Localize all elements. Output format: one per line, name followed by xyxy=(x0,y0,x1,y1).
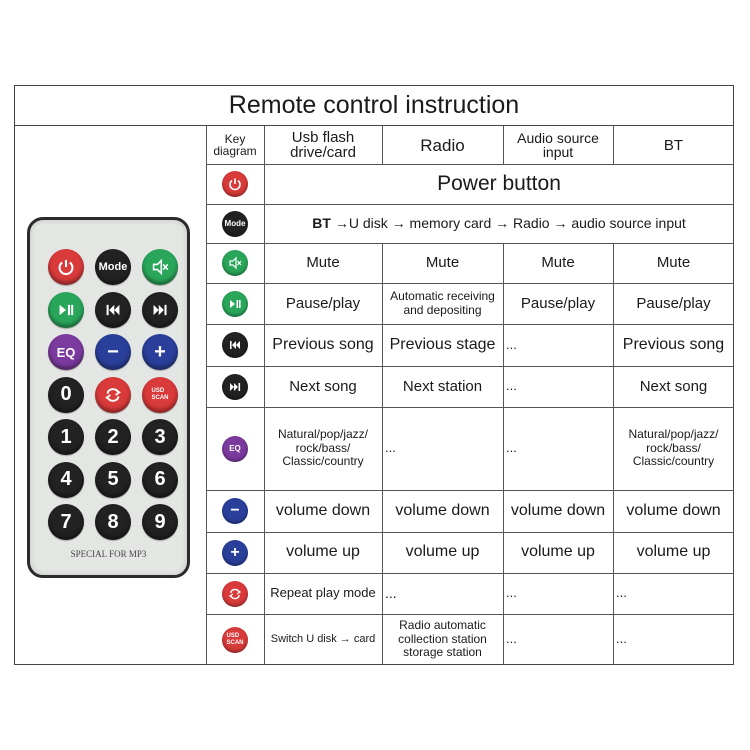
function-cell: ... xyxy=(616,585,627,601)
next-icon xyxy=(222,374,248,400)
merged-description xyxy=(264,204,734,243)
mode-sequence: →U disk → memory card → Radio → audio source input xyxy=(334,215,686,232)
function-cell: Repeat play mode xyxy=(270,585,376,601)
function-cell: Next song xyxy=(289,377,357,395)
function-cell: ... xyxy=(506,585,517,601)
function-cell: ... xyxy=(506,631,517,647)
remote-button-8: 8 xyxy=(95,504,131,540)
function-cell: Mute xyxy=(306,254,340,272)
function-cell: volume up xyxy=(636,543,711,561)
function-cell: ... xyxy=(616,631,627,647)
function-cell: Switch U disk → card xyxy=(270,633,376,646)
function-cell: Pause/play xyxy=(520,294,596,312)
remote-button-3: 3 xyxy=(142,419,178,455)
plus-icon: + xyxy=(222,540,248,566)
page-title: Remote control instruction xyxy=(14,85,734,126)
function-cell: volume down xyxy=(395,501,490,519)
function-cell: Natural/pop/jazz/ rock/bass/ Classic/country xyxy=(628,426,719,469)
remote-button-7: 7 xyxy=(48,504,84,540)
function-cell: Radio automatic collection station storage station xyxy=(398,617,487,660)
column-header: Usb flash drive/card xyxy=(290,129,356,161)
function-cell: Previous stage xyxy=(389,335,496,353)
function-cell: Next station xyxy=(402,377,483,395)
remote-button-0: 0 xyxy=(48,377,84,413)
column-header: Audio source input xyxy=(517,130,599,160)
function-cell: Mute xyxy=(541,254,575,272)
power-icon xyxy=(222,171,248,197)
function-cell: volume up xyxy=(286,543,360,561)
bt-label: BT xyxy=(312,215,331,232)
previous-icon xyxy=(222,332,248,358)
function-cell: volume down xyxy=(275,501,371,519)
function-cell: volume up xyxy=(521,543,595,561)
function-cell: Pause/play xyxy=(636,294,711,312)
remote-button-mode: Mode xyxy=(95,249,131,285)
function-cell: volume down xyxy=(510,501,606,519)
function-cell: volume up xyxy=(405,543,480,561)
remote-button-repeat xyxy=(95,377,131,413)
table-divider xyxy=(206,126,207,665)
remote-button-6: 6 xyxy=(142,462,178,498)
function-cell: Next song xyxy=(639,377,708,395)
remote-button-2: 2 xyxy=(95,419,131,455)
remote-button-mute xyxy=(142,249,178,285)
function-cell: Natural/pop/jazz/ rock/bass/ Classic/country xyxy=(277,426,369,469)
remote-button-previous xyxy=(95,292,131,328)
mode-icon: Mode xyxy=(222,211,248,237)
merged-description: Power button xyxy=(437,171,561,195)
function-cell: ... xyxy=(385,585,397,602)
remote-button-next xyxy=(142,292,178,328)
column-header: Radio xyxy=(420,135,465,155)
mute-icon xyxy=(222,250,248,276)
remote-button-plus: + xyxy=(142,334,178,370)
remote-button-5: 5 xyxy=(95,462,131,498)
function-cell: Previous song xyxy=(272,335,374,353)
remote-button-usd-scan: USD SCAN xyxy=(142,377,178,413)
remote-button-play-pause xyxy=(48,292,84,328)
function-cell: ... xyxy=(506,440,517,456)
function-cell: ... xyxy=(385,440,396,456)
column-header: Key diagram xyxy=(213,132,257,158)
usd-scan-icon: USD SCAN xyxy=(222,627,248,653)
remote-control xyxy=(27,217,190,578)
remote-button-minus: − xyxy=(95,334,131,370)
function-cell: Previous song xyxy=(622,335,725,353)
remote-label: SPECIAL FOR MP3 xyxy=(70,549,147,559)
function-cell: Mute xyxy=(656,254,691,272)
function-cell: volume down xyxy=(626,501,721,519)
function-cell: Automatic receiving and depositing xyxy=(390,288,495,317)
remote-button-9: 9 xyxy=(142,504,178,540)
function-cell: Pause/play xyxy=(285,294,361,312)
minus-icon: − xyxy=(222,498,248,524)
column-header: BT xyxy=(663,136,684,154)
play-pause-icon xyxy=(222,291,248,317)
repeat-icon xyxy=(222,581,248,607)
remote-button-power xyxy=(48,249,84,285)
function-cell: ... xyxy=(506,378,517,394)
remote-button-4: 4 xyxy=(48,462,84,498)
function-cell: ... xyxy=(506,336,517,352)
remote-button-eq: EQ xyxy=(48,334,84,370)
remote-button-1: 1 xyxy=(48,419,84,455)
function-cell: Mute xyxy=(425,254,460,272)
eq-icon: EQ xyxy=(222,436,248,462)
